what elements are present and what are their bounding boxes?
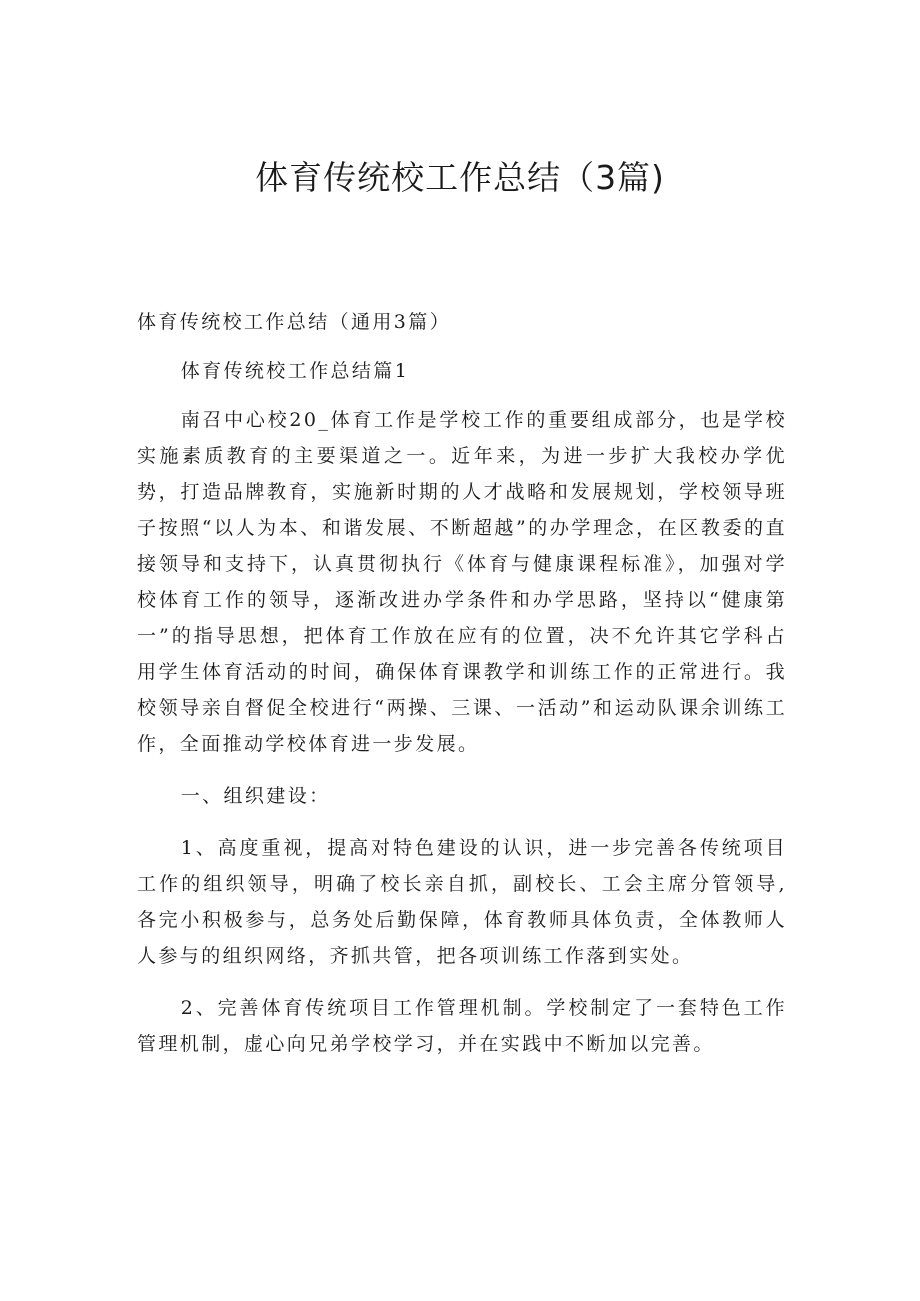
intro-paragraph: 南召中心校20_体育工作是学校工作的重要组成部分，也是学校实施素质教育的主要渠道之一。近年来，为进一步扩大我校办学优势，打造品牌教育，实施新时期的人才战略和发展规划，学校领导班子按照“以人为本、和谐发展、不断超越”的办学理念，在区教委的直接领导和支持下，认真贯彻执行《体育与健康课程标准》，加强对学校体育工作的领导，逐渐改进办学条件和办学思路，坚持以“健康第一”的指导思想，把体育工作放在应有的位置，决不允许其它学科占用学生体育活动的时间，确保体育课教学和训练工作的正常进行。我校领导亲自督促全校进行“两操、三课、一活动”和运动队课余训练工作，全面推动学校体育进一步发展。 — [137, 409, 787, 755]
subtitle-paragraph: 体育传统校工作总结（通用3篇） — [137, 311, 452, 333]
document-body — [137, 304, 787, 1062]
organization-heading: 一、组织建设： — [180, 785, 331, 807]
point-1-paragraph: 1、高度重视，提高对特色建设的认识，进一步完善各传统项目工作的组织领导，明确了校长亲自抓，副校长、工会主席分管领导,各完小积极参与，总务处后勤保障，体育教师具体负责，全体教师人人参与的组织网络，齐抓共管，把各项训练工作落到实处。 — [137, 837, 787, 967]
section-heading: 体育传统校工作总结篇1 — [180, 360, 410, 382]
document-title: 体育传统校工作总结（3篇) — [255, 158, 665, 197]
point-2-paragraph: 2、完善体育传统项目工作管理机制。学校制定了一套特色工作管理机制，虚心向兄弟学校学习，并在实践中不断加以完善。 — [137, 997, 787, 1055]
